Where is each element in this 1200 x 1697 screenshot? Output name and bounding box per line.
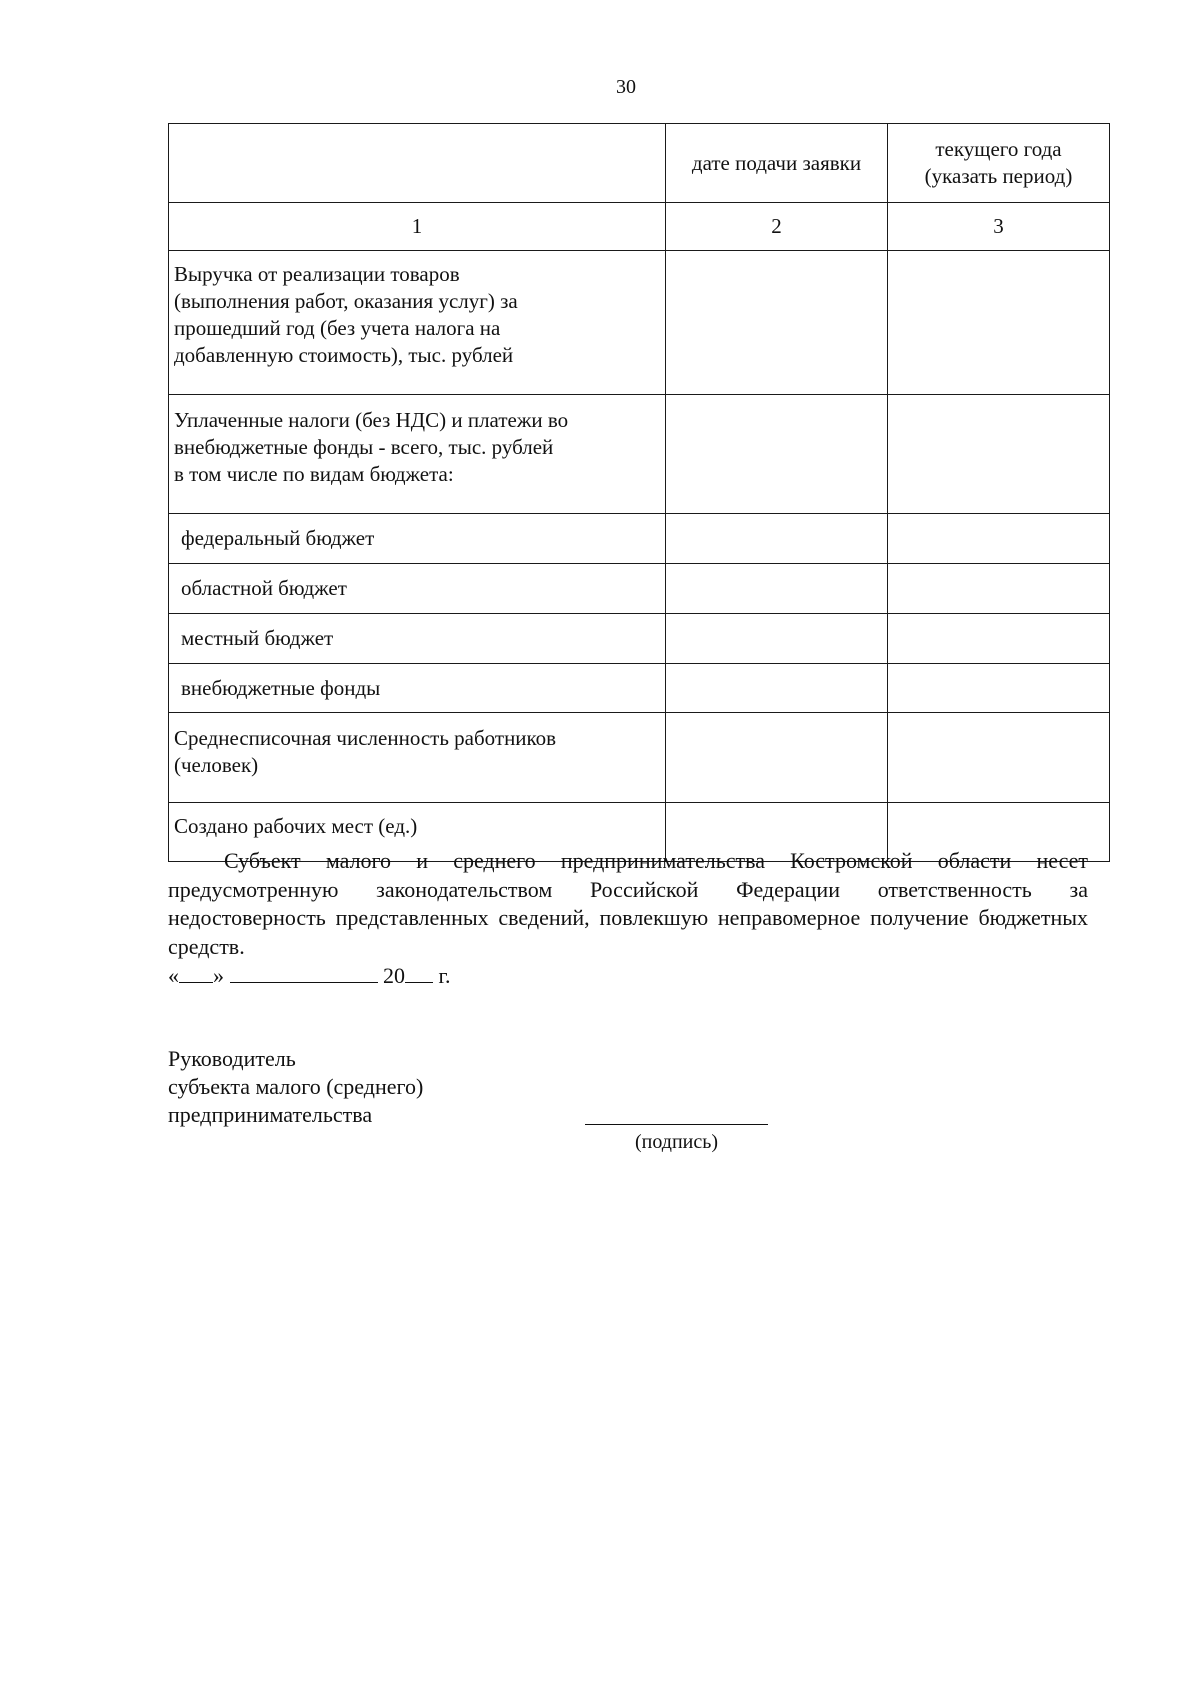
signatory-line: Руководитель bbox=[168, 1046, 296, 1071]
signature-caption: (подпись) bbox=[634, 1131, 719, 1153]
header-cell-2 bbox=[666, 124, 888, 203]
date-line bbox=[168, 961, 451, 990]
label-line: Выручка от реализации товаров bbox=[174, 262, 460, 286]
header-cell-1 bbox=[169, 124, 666, 203]
value-cell-date[interactable] bbox=[666, 614, 888, 664]
open-quote: « bbox=[168, 963, 179, 988]
page-number: 30 bbox=[616, 76, 636, 98]
table-header-row bbox=[169, 124, 1110, 203]
value-cell-date[interactable] bbox=[666, 395, 888, 514]
label-line: Уплаченные налоги (без НДС) и платежи во bbox=[174, 408, 569, 432]
column-number-2: 2 bbox=[666, 203, 888, 251]
value-cell-date[interactable] bbox=[666, 664, 888, 713]
value-cell-period[interactable] bbox=[888, 514, 1110, 564]
value-cell-date[interactable] bbox=[666, 251, 888, 395]
signatory-block bbox=[168, 1045, 423, 1129]
responsibility-statement: Субъект малого и среднего предпринимательства Костромской области несет предусмотренную законодательством Российской Федерации ответственность за недостоверность представленных сведений, повлекшую неправомерное получение бюджетных средств. bbox=[168, 848, 1088, 959]
table-row-extrabudgetary-funds bbox=[169, 664, 1110, 713]
label-line: Среднесписочная численность работников bbox=[174, 726, 557, 750]
value-cell-period[interactable] bbox=[888, 564, 1110, 614]
table-row-revenue bbox=[169, 251, 1110, 395]
column-number-3: 3 bbox=[888, 203, 1110, 251]
value-cell-period[interactable] bbox=[888, 251, 1110, 395]
value-cell-date[interactable] bbox=[666, 514, 888, 564]
table-row-local-budget bbox=[169, 614, 1110, 664]
label-line: прошедший год (без учета налога на bbox=[174, 316, 501, 340]
day-blank[interactable] bbox=[179, 961, 213, 983]
row-label-taxes bbox=[169, 395, 666, 514]
table-row-federal-budget bbox=[169, 514, 1110, 564]
row-label-jobs-created: Создано рабочих мест (ед.) bbox=[169, 803, 666, 862]
row-label-headcount bbox=[169, 713, 666, 803]
value-cell-period[interactable] bbox=[888, 614, 1110, 664]
row-label-federal-budget: федеральный бюджет bbox=[169, 514, 666, 564]
header-period-label: (указать период) bbox=[924, 164, 1073, 188]
label-line: в том числе по видам бюджета: bbox=[174, 462, 454, 486]
row-label-extrabudgetary-funds: внебюджетные фонды bbox=[169, 664, 666, 713]
label-line: (выполнения работ, оказания услуг) за bbox=[174, 289, 518, 313]
table-row-regional-budget bbox=[169, 564, 1110, 614]
row-label-revenue bbox=[169, 251, 666, 395]
value-cell-period[interactable] bbox=[888, 713, 1110, 803]
value-cell-date[interactable] bbox=[666, 713, 888, 803]
month-blank[interactable] bbox=[230, 961, 378, 983]
indicators-table bbox=[168, 123, 1110, 862]
row-label-local-budget: местный бюджет bbox=[169, 614, 666, 664]
value-cell-period[interactable] bbox=[888, 395, 1110, 514]
label-line: добавленную стоимость), тыс. рублей bbox=[174, 343, 514, 367]
header-date-label: дате подачи заявки bbox=[691, 150, 862, 175]
signature-line[interactable] bbox=[585, 1124, 768, 1125]
column-number-1: 1 bbox=[169, 203, 666, 251]
label-line: внебюджетные фонды - всего, тыс. рублей bbox=[174, 435, 554, 459]
table-row-taxes bbox=[169, 395, 1110, 514]
year-suffix: г. bbox=[438, 963, 451, 988]
year-blank[interactable] bbox=[405, 961, 433, 983]
close-quote: » bbox=[213, 963, 224, 988]
header-cell-3 bbox=[888, 124, 1110, 203]
value-cell-period[interactable] bbox=[888, 664, 1110, 713]
year-prefix: 20 bbox=[383, 963, 405, 988]
signatory-line: субъекта малого (среднего) bbox=[168, 1074, 424, 1099]
row-label-regional-budget: областной бюджет bbox=[169, 564, 666, 614]
value-cell-date[interactable] bbox=[666, 564, 888, 614]
header-current-year-label: текущего года bbox=[935, 137, 1062, 161]
table-row-headcount bbox=[169, 713, 1110, 803]
column-number-row bbox=[169, 203, 1110, 251]
signatory-line: предпринимательства bbox=[168, 1102, 373, 1127]
label-line: (человек) bbox=[174, 753, 259, 777]
